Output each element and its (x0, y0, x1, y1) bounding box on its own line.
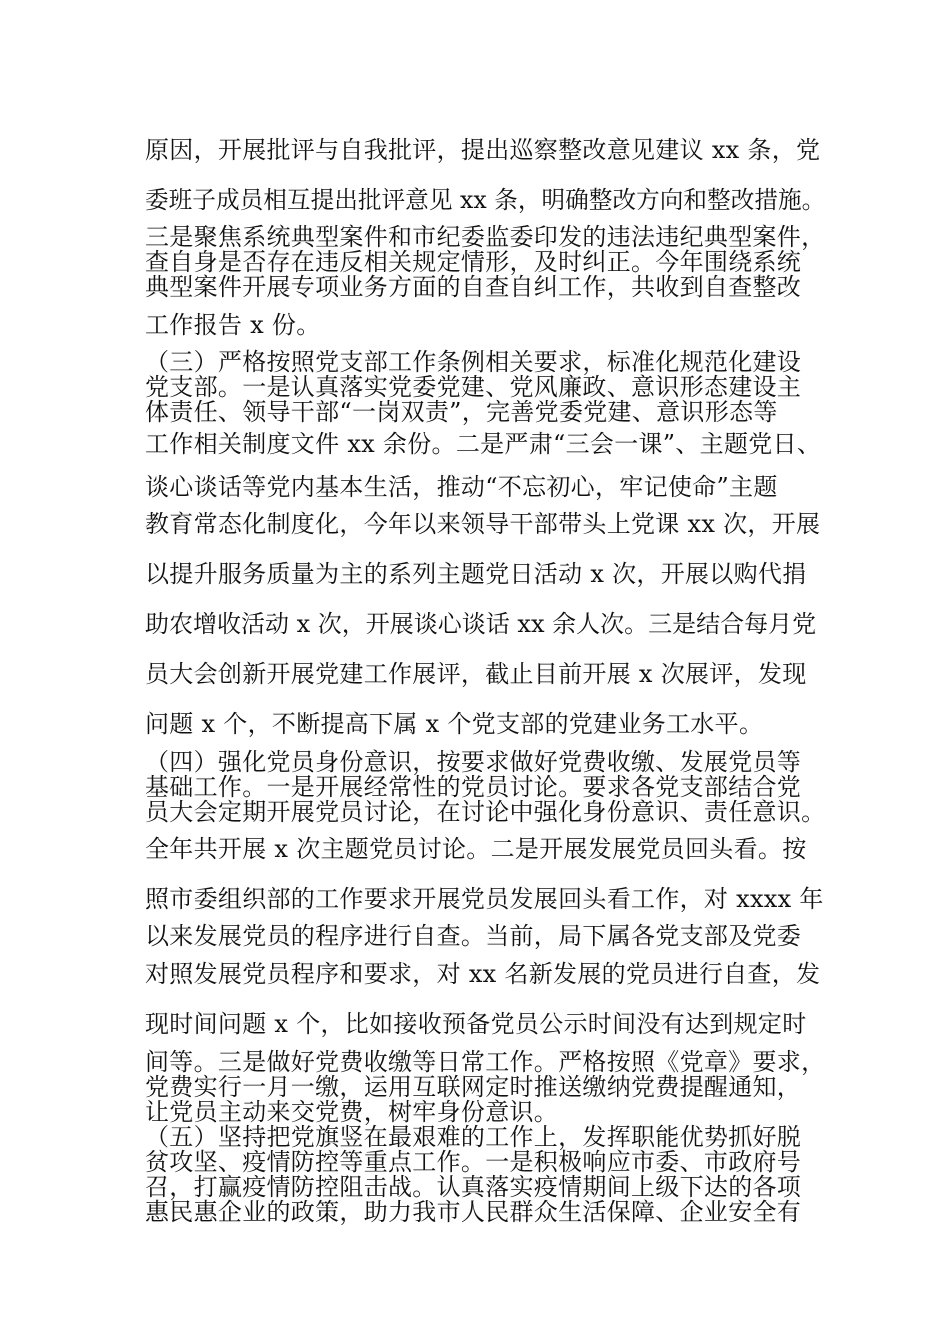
text-line: 员大会创新开展党建工作展评，截止目前开展 x 次展评，发现 (145, 660, 807, 688)
text-line: 委班子成员相互提出批评意见 xx 条，明确整改方向和整改措施。 (145, 186, 826, 214)
text-line: 三是聚焦系统典型案件和市纪委监委印发的违法违纪典型案件， (145, 223, 826, 251)
text-line: 党支部。一是认真落实党委党建、党风廉政、意识形态建设主 (145, 373, 802, 401)
text-line: 原因，开展批评与自我批评，提出巡察整改意见建议 xx 条，党 (145, 136, 821, 164)
text-line: 以来发展党员的程序进行自查。当前，局下属各党支部及党委 (145, 922, 802, 950)
text-line: 间等。三是做好党费收缴等日常工作。严格按照《党章》要求， (145, 1048, 826, 1076)
text-line: 助农增收活动 x 次，开展谈心谈话 xx 余人次。三是结合每月党 (145, 610, 817, 638)
text-line: 查自身是否存在违反相关规定情形，及时纠正。今年围绕系统 (145, 248, 802, 276)
text-line: 全年共开展 x 次主题党员讨论。二是开展发展党员回头看。按 (145, 835, 807, 863)
text-line: 基础工作。一是开展经常性的党员讨论。要求各党支部结合党 (145, 773, 802, 801)
text-line: （四）强化党员身份意识，按要求做好党费收缴、发展党员等 (145, 748, 802, 776)
text-line: 让党员主动来交党费，树牢身份意识。 (145, 1098, 559, 1126)
text-line: 问题 x 个，不断提高下属 x 个党支部的党建业务工水平。 (145, 710, 764, 738)
text-line: 党费实行一月一缴，运用互联网定时推送缴纳党费提醒通知， (145, 1073, 802, 1101)
text-line: 体责任、领导干部“一岗双责”，完善党委党建、意识形态等 (145, 398, 778, 426)
text-line: 教育常态化制度化，今年以来领导干部带头上党课 xx 次，开展 (145, 510, 821, 538)
text-line: 对照发展党员程序和要求，对 xx 名新发展的党员进行自查，发 (145, 960, 821, 988)
text-line: 工作报告 x 份。 (145, 311, 321, 339)
text-line: （五）坚持把党旗竖在最艰难的工作上，发挥职能优势抓好脱 (145, 1123, 802, 1151)
text-line: 工作相关制度文件 xx 余份。二是严肃“三会一课”、主题党日、 (145, 430, 822, 458)
text-line: （三）严格按照党支部工作条例相关要求，标准化规范化建设 (145, 348, 802, 376)
text-line: 谈心谈话等党内基本生活，推动“不忘初心，牢记使命”主题 (145, 473, 778, 501)
text-line: 员大会定期开展党员讨论，在讨论中强化身份意识、责任意识。 (145, 798, 826, 826)
text-line: 召，打赢疫情防控阻击战。认真落实疫情期间上级下达的各项 (145, 1173, 802, 1201)
text-line: 典型案件开展专项业务方面的自查自纠工作，共收到自查整改 (145, 273, 802, 301)
text-line: 现时间问题 x 个，比如接收预备党员公示时间没有达到规定时 (145, 1010, 807, 1038)
text-line: 贫攻坚、疫情防控等重点工作。一是积极响应市委、市政府号 (145, 1148, 802, 1176)
text-line: 照市委组织部的工作要求开展党员发展回头看工作，对 xxxx 年 (145, 885, 824, 913)
text-line: 惠民惠企业的政策，助力我市人民群众生活保障、企业安全有 (145, 1198, 802, 1226)
text-line: 以提升服务质量为主的系列主题党日活动 x 次，开展以购代捐 (145, 560, 807, 588)
